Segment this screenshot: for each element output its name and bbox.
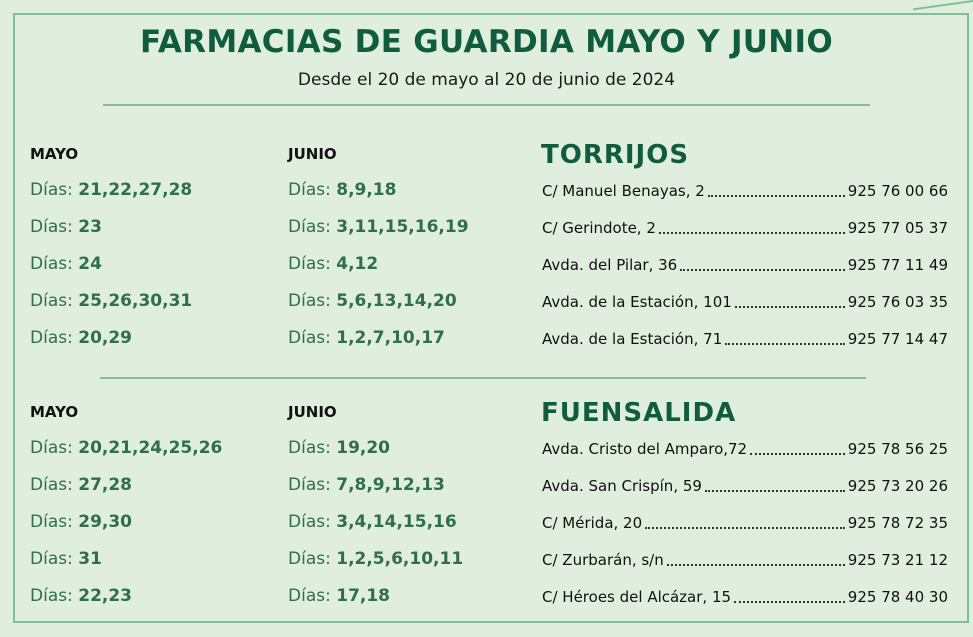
- page-title: FARMACIAS DE GUARDIA MAYO Y JUNIO: [139, 24, 834, 60]
- pharmacy-address: Avda. Cristo del Amparo,72: [542, 440, 748, 458]
- pharmacy-row: [542, 477, 948, 514]
- days-value: 3,11,15,16,19: [336, 217, 469, 237]
- days-row: [30, 512, 222, 549]
- pharmacy-row: [542, 219, 948, 256]
- junio-days-list: [288, 180, 469, 365]
- days-row: [288, 475, 463, 512]
- days-label: Días:: [30, 328, 73, 348]
- pharmacy-address: C/ Mérida, 20: [542, 514, 643, 532]
- pharmacy-row: [542, 330, 948, 367]
- column-header-junio: JUNIO: [288, 145, 337, 163]
- pharmacy-address: Avda. del Pilar, 36: [542, 256, 678, 274]
- dot-leader: [725, 330, 845, 345]
- days-row: [288, 438, 463, 475]
- days-label: Días:: [30, 291, 73, 311]
- mayo-days-list: [30, 438, 222, 623]
- pharmacy-row: [542, 514, 948, 551]
- days-value: 23: [78, 217, 102, 237]
- pharmacy-row: [542, 588, 948, 625]
- days-row: [30, 438, 222, 475]
- pharmacy-row: [542, 440, 948, 477]
- days-value: 8,9,18: [336, 180, 397, 200]
- pharmacy-row: [542, 293, 948, 330]
- pharmacy-list: [542, 440, 948, 625]
- pharmacy-phone: 925 78 72 35: [847, 514, 948, 532]
- pharmacy-address: C/ Héroes del Alcázar, 15: [542, 588, 732, 606]
- days-row: [288, 512, 463, 549]
- days-value: 29,30: [78, 512, 133, 532]
- days-label: Días:: [30, 217, 73, 237]
- days-value: 25,26,30,31: [78, 291, 193, 311]
- days-row: [30, 586, 222, 623]
- pharmacy-phone: 925 73 20 26: [847, 477, 948, 495]
- days-label: Días:: [30, 438, 73, 458]
- days-row: [288, 254, 469, 291]
- days-row: [30, 291, 192, 328]
- days-row: [30, 254, 192, 291]
- divider-middle: [100, 377, 866, 379]
- pharmacy-address: Avda. de la Estación, 101: [542, 293, 732, 311]
- days-value: 22,23: [78, 586, 133, 606]
- days-label: Días:: [288, 217, 331, 237]
- days-value: 1,2,5,6,10,11: [336, 549, 464, 569]
- city-title: FUENSALIDA: [541, 398, 737, 428]
- days-value: 19,20: [336, 438, 391, 458]
- days-row: [30, 328, 192, 365]
- days-value: 21,22,27,28: [78, 180, 193, 200]
- dot-leader: [750, 440, 845, 455]
- page-subtitle: Desde el 20 de mayo al 20 de junio de 2024: [297, 70, 676, 90]
- days-value: 1,2,7,10,17: [336, 328, 445, 348]
- days-label: Días:: [30, 475, 73, 495]
- days-label: Días:: [288, 438, 331, 458]
- column-header-mayo: MAYO: [30, 403, 79, 421]
- pharmacy-row: [542, 551, 948, 588]
- pharmacy-row: [542, 182, 948, 219]
- days-label: Días:: [288, 549, 331, 569]
- days-row: [30, 217, 192, 254]
- days-label: Días:: [288, 328, 331, 348]
- days-label: Días:: [288, 475, 331, 495]
- dot-leader: [708, 182, 845, 197]
- dot-leader: [680, 256, 845, 271]
- days-row: [30, 180, 192, 217]
- pharmacy-address: C/ Gerindote, 2: [542, 219, 656, 237]
- dot-leader: [667, 551, 845, 566]
- junio-days-list: [288, 438, 463, 623]
- pharmacy-phone: 925 77 05 37: [847, 219, 948, 237]
- pharmacy-address: C/ Manuel Benayas, 2: [542, 182, 705, 200]
- pharmacy-phone: 925 76 03 35: [847, 293, 948, 311]
- days-row: [288, 549, 463, 586]
- days-value: 3,4,14,15,16: [336, 512, 457, 532]
- dot-leader: [659, 219, 845, 234]
- days-value: 24: [78, 254, 102, 274]
- days-value: 5,6,13,14,20: [336, 291, 457, 311]
- days-value: 17,18: [336, 586, 391, 606]
- days-label: Días:: [288, 291, 331, 311]
- dot-leader: [734, 588, 845, 603]
- dot-leader: [735, 293, 845, 308]
- days-value: 20,29: [78, 328, 133, 348]
- days-row: [288, 180, 469, 217]
- column-header-mayo: MAYO: [30, 145, 79, 163]
- days-row: [288, 217, 469, 254]
- dot-leader: [705, 477, 845, 492]
- pharmacy-address: Avda. de la Estación, 71: [542, 330, 723, 348]
- days-row: [288, 291, 469, 328]
- city-title: TORRIJOS: [541, 140, 690, 170]
- days-label: Días:: [30, 512, 73, 532]
- pharmacy-phone: 925 78 40 30: [847, 588, 948, 606]
- divider-top: [103, 104, 870, 106]
- pharmacy-phone: 925 77 11 49: [847, 256, 948, 274]
- pharmacy-row: [542, 256, 948, 293]
- days-value: 20,21,24,25,26: [78, 438, 223, 458]
- days-label: Días:: [30, 549, 73, 569]
- days-label: Días:: [288, 254, 331, 274]
- days-row: [288, 328, 469, 365]
- days-row: [30, 549, 222, 586]
- column-header-junio: JUNIO: [288, 403, 337, 421]
- mayo-days-list: [30, 180, 192, 365]
- days-value: 31: [78, 549, 102, 569]
- pharmacy-phone: 925 78 56 25: [847, 440, 948, 458]
- days-value: 4,12: [336, 254, 379, 274]
- days-label: Días:: [288, 512, 331, 532]
- days-label: Días:: [30, 254, 73, 274]
- pharmacy-phone: 925 77 14 47: [847, 330, 948, 348]
- pharmacy-address: Avda. San Crispín, 59: [542, 477, 702, 495]
- pharmacy-phone: 925 73 21 12: [847, 551, 948, 569]
- days-value: 27,28: [78, 475, 133, 495]
- pharmacy-address: C/ Zurbarán, s/n: [542, 551, 664, 569]
- pharmacy-list: [542, 182, 948, 367]
- days-label: Días:: [288, 180, 331, 200]
- days-value: 7,8,9,12,13: [336, 475, 445, 495]
- days-label: Días:: [30, 586, 73, 606]
- days-label: Días:: [30, 180, 73, 200]
- days-row: [288, 586, 463, 623]
- days-label: Días:: [288, 586, 331, 606]
- pharmacy-phone: 925 76 00 66: [847, 182, 948, 200]
- dot-leader: [645, 514, 845, 529]
- days-row: [30, 475, 222, 512]
